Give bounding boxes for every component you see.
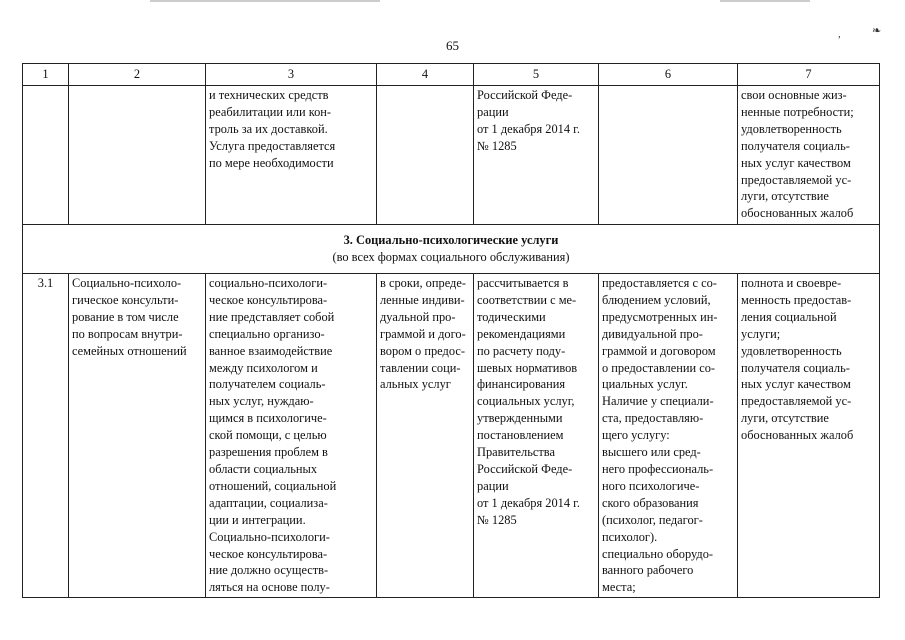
cell-line: ного психологиче- (602, 478, 700, 493)
cell-description (206, 86, 377, 225)
cell-line: предоставляемой ус- (741, 394, 852, 409)
cell-description (206, 274, 377, 598)
cell-line: получателя социаль- (741, 138, 850, 153)
services-table (22, 63, 880, 598)
cell-line: граммой и дого- (380, 326, 466, 341)
cell-line: Правительства (477, 445, 555, 460)
cell-tariff (474, 274, 599, 598)
cell-line: № 1285 (477, 138, 517, 153)
cell-line: ского образования (602, 495, 699, 510)
cell-line: утвержденными (477, 411, 563, 426)
cell-quality (738, 274, 880, 598)
cell-line: ста, предоставляю- (602, 411, 704, 426)
cell-line: специально оборудо- (602, 546, 714, 561)
cell-line: рассчитывается в (477, 276, 569, 290)
header-cell: 2 (69, 64, 206, 86)
cell-line: ных услуг, нуждаю- (209, 394, 314, 409)
cell-line: луги, отсутствие (741, 189, 829, 204)
cell-line: ванное взаимодействие (209, 343, 333, 358)
cell-line: семейных отношений (72, 343, 187, 358)
cell-line: высшего или сред- (602, 445, 701, 460)
cell-conditions (599, 86, 738, 225)
cell-line: менность предостав- (741, 292, 852, 307)
cell-line: постановлением (477, 428, 564, 443)
section-title: 3. Социально-психологические услуги (343, 233, 559, 248)
cell-line: от 1 декабря 2014 г. (477, 495, 580, 510)
cell-line: места; (602, 580, 636, 595)
cell-line: и технических средств (209, 88, 329, 102)
cell-line: соответствии с ме- (477, 292, 577, 307)
cell-line: Российской Феде- (477, 461, 573, 476)
cell-line: по мере необходимости (209, 155, 334, 170)
page-number: 65 (446, 38, 459, 53)
cell-line: Социально-психологи- (209, 529, 330, 544)
cell-line: вором о предос- (380, 343, 465, 358)
cell-line: Наличие у специали- (602, 394, 714, 409)
cell-line: ческое консультирова- (209, 546, 328, 561)
cell-line: ляться на основе полу- (209, 580, 330, 595)
section-heading-cell (23, 225, 880, 274)
cell-number: 3.1 (23, 274, 69, 598)
cell-line: ленные индиви- (380, 292, 465, 307)
scan-mark: , (838, 28, 841, 40)
cell-service-name (69, 274, 206, 598)
cell-line: между психологом и (209, 360, 318, 375)
cell-line: удовлетворенность (741, 121, 842, 136)
cell-timing (377, 86, 474, 225)
scan-artifact-top-right (720, 0, 810, 2)
cell-line: тодическими (477, 309, 546, 324)
cell-line: социально-психологи- (209, 276, 328, 290)
cell-line: ных услуг качеством (741, 377, 851, 392)
cell-line: рации (477, 478, 509, 493)
header-cell: 6 (599, 64, 738, 86)
cell-line: по вопросам внутри- (72, 326, 183, 341)
cell-line: граммой и договором (602, 343, 716, 358)
cell-service-name (69, 86, 206, 225)
cell-line: № 1285 (477, 512, 517, 527)
scan-artifact-top (150, 0, 380, 2)
cell-line: дуальной про- (380, 309, 456, 324)
cell-line: рации (477, 104, 509, 119)
cell-line: гическое консульти- (72, 292, 179, 307)
cell-line: троль за их доставкой. (209, 121, 328, 136)
cell-line: ской помощи, с целью (209, 428, 327, 443)
cell-line: обоснованных жалоб (741, 206, 854, 221)
cell-line: (психолог, педагог- (602, 512, 703, 527)
section-row (23, 225, 880, 274)
header-cell: 3 (206, 64, 377, 86)
cell-tariff (474, 86, 599, 225)
cell-timing (377, 274, 474, 598)
cell-line: услуги; (741, 326, 781, 341)
cell-line: свои основные жиз- (741, 88, 847, 102)
cell-line: Российской Феде- (477, 88, 573, 102)
cell-line: ние представляет собой (209, 309, 335, 324)
cell-line: Услуга предоставляется (209, 138, 336, 153)
cell-line: получателя социаль- (741, 360, 850, 375)
cell-line: рование в том числе (72, 309, 179, 324)
cell-line: в сроки, опреде- (380, 276, 466, 290)
section-subtitle: (во всех формах социального обслуживания) (332, 250, 570, 264)
cell-line: ние должно осуществ- (209, 563, 329, 578)
cell-line: финансирования (477, 377, 566, 392)
cell-line: адаптации, социализа- (209, 495, 328, 510)
cell-line: щего услугу: (602, 428, 670, 443)
cell-line: реабилитации или кон- (209, 104, 332, 119)
cell-line: блюдением условий, (602, 292, 711, 307)
cell-line: ненные потребности; (741, 104, 854, 119)
cell-line: него профессиональ- (602, 461, 714, 476)
table-row (23, 274, 880, 598)
cell-line: альных услуг (380, 377, 451, 392)
header-cell: 1 (23, 64, 69, 86)
cell-line: Социально-психоло- (72, 276, 182, 290)
cell-line: ции и интеграции. (209, 512, 306, 527)
cell-line: полнота и своевре- (741, 276, 842, 290)
cell-line: луги, отсутствие (741, 411, 829, 426)
cell-line: по расчету поду- (477, 343, 566, 358)
cell-line: рекомендациями (477, 326, 566, 341)
cell-line: ных услуг качеством (741, 155, 851, 170)
cell-line: области социальных (209, 461, 318, 476)
cell-line: разрешения проблем в (209, 445, 328, 460)
header-cell: 5 (474, 64, 599, 86)
cell-line: удовлетворенность (741, 343, 842, 358)
cell-line: ческое консультирова- (209, 292, 328, 307)
cell-line: ления социальной (741, 309, 837, 324)
cell-line: ванного рабочего (602, 563, 694, 578)
cell-line: циальных услуг. (602, 377, 688, 392)
cell-line: социальных услуг, (477, 394, 575, 409)
cell-line: дивидуальной про- (602, 326, 703, 341)
cell-line: получателем социаль- (209, 377, 326, 392)
cell-line: щимся в психологиче- (209, 411, 327, 426)
cell-line: предоставляемой ус- (741, 172, 852, 187)
header-row (23, 64, 880, 86)
cell-line: тавлении соци- (380, 360, 461, 375)
cell-conditions (599, 274, 738, 598)
header-cell: 7 (738, 64, 880, 86)
cell-line: обоснованных жалоб (741, 428, 854, 443)
cell-line: специально организо- (209, 326, 325, 341)
cell-line: предусмотренных ин- (602, 309, 718, 324)
scan-mark: ❧ (872, 25, 882, 37)
cell-line: о предоставлении со- (602, 360, 716, 375)
cell-quality (738, 86, 880, 225)
cell-line: от 1 декабря 2014 г. (477, 121, 580, 136)
cell-line: психолог). (602, 529, 658, 544)
cell-line: шевых нормативов (477, 360, 578, 375)
header-cell: 4 (377, 64, 474, 86)
cell-line: отношений, социальной (209, 478, 337, 493)
cell-number (23, 86, 69, 225)
cell-line: предоставляется с со- (602, 276, 717, 290)
table-row (23, 86, 880, 225)
